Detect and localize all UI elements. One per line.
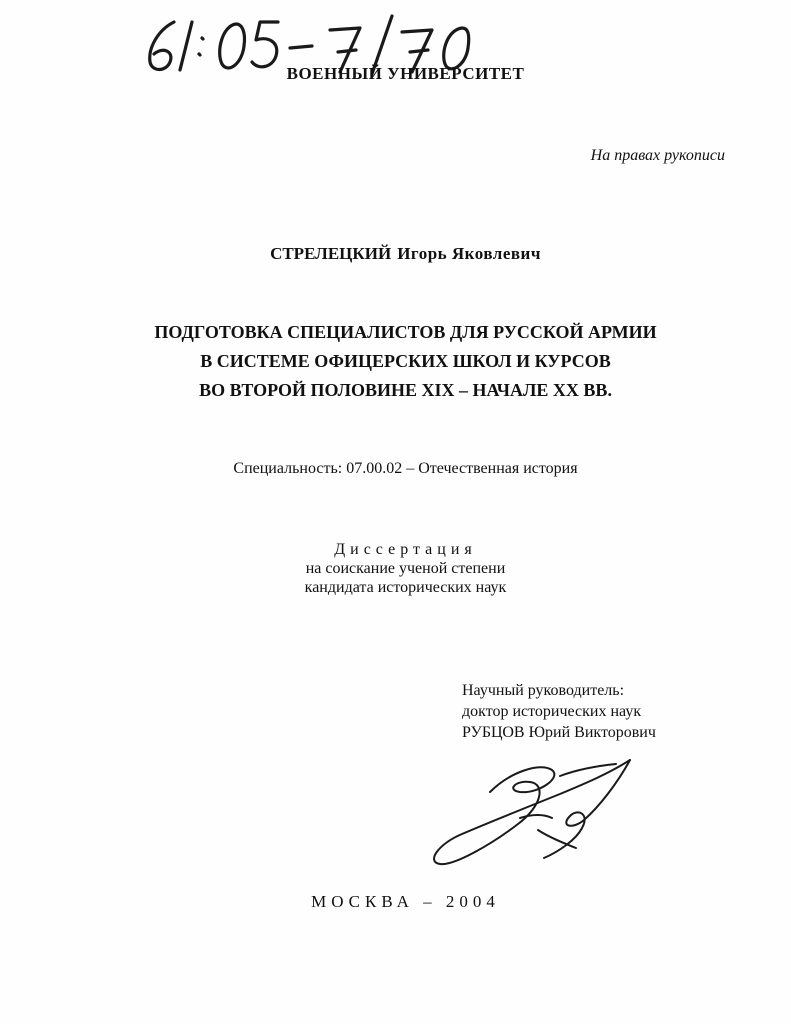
- city-year: МОСКВА – 2004: [311, 892, 500, 911]
- supervisor-degree: доктор исторических наук: [462, 703, 642, 720]
- supervisor-label: Научный руководитель:: [462, 682, 625, 699]
- dissertation-title: [0, 318, 791, 405]
- author-given-names: Игорь Яковлевич: [397, 244, 541, 263]
- dissertation-heading: Диссертация: [334, 541, 477, 558]
- author-surname: СТРЕЛЕЦКИЙ: [270, 244, 392, 263]
- degree-line-2: кандидата исторических наук: [304, 579, 507, 596]
- specialty: Специальность: 07.00.02 – Отечественная история: [233, 460, 578, 477]
- institution-name: ВОЕННЫЙ УНИВЕРСИТЕТ: [286, 64, 525, 83]
- supervisor-name: РУБЦОВ Юрий Викторович: [462, 724, 656, 741]
- title-line: В СИСТЕМЕ ОФИЦЕРСКИХ ШКОЛ И КУРСОВ: [200, 351, 611, 371]
- title-line: ПОДГОТОВКА СПЕЦИАЛИСТОВ ДЛЯ РУССКОЙ АРМИИ: [154, 322, 657, 342]
- title-line: ВО ВТОРОЙ ПОЛОВИНЕ XIX – НАЧАЛЕ XX ВВ.: [199, 380, 612, 400]
- dissertation-degree-block: [0, 540, 791, 597]
- degree-line-1: на соискание ученой степени: [305, 560, 506, 577]
- author-name: [0, 244, 791, 264]
- handwritten-signature: [420, 748, 650, 878]
- signature-drawing: [420, 748, 650, 878]
- supervisor-block: [462, 680, 656, 743]
- manuscript-rights-note: На правах рукописи: [590, 147, 725, 164]
